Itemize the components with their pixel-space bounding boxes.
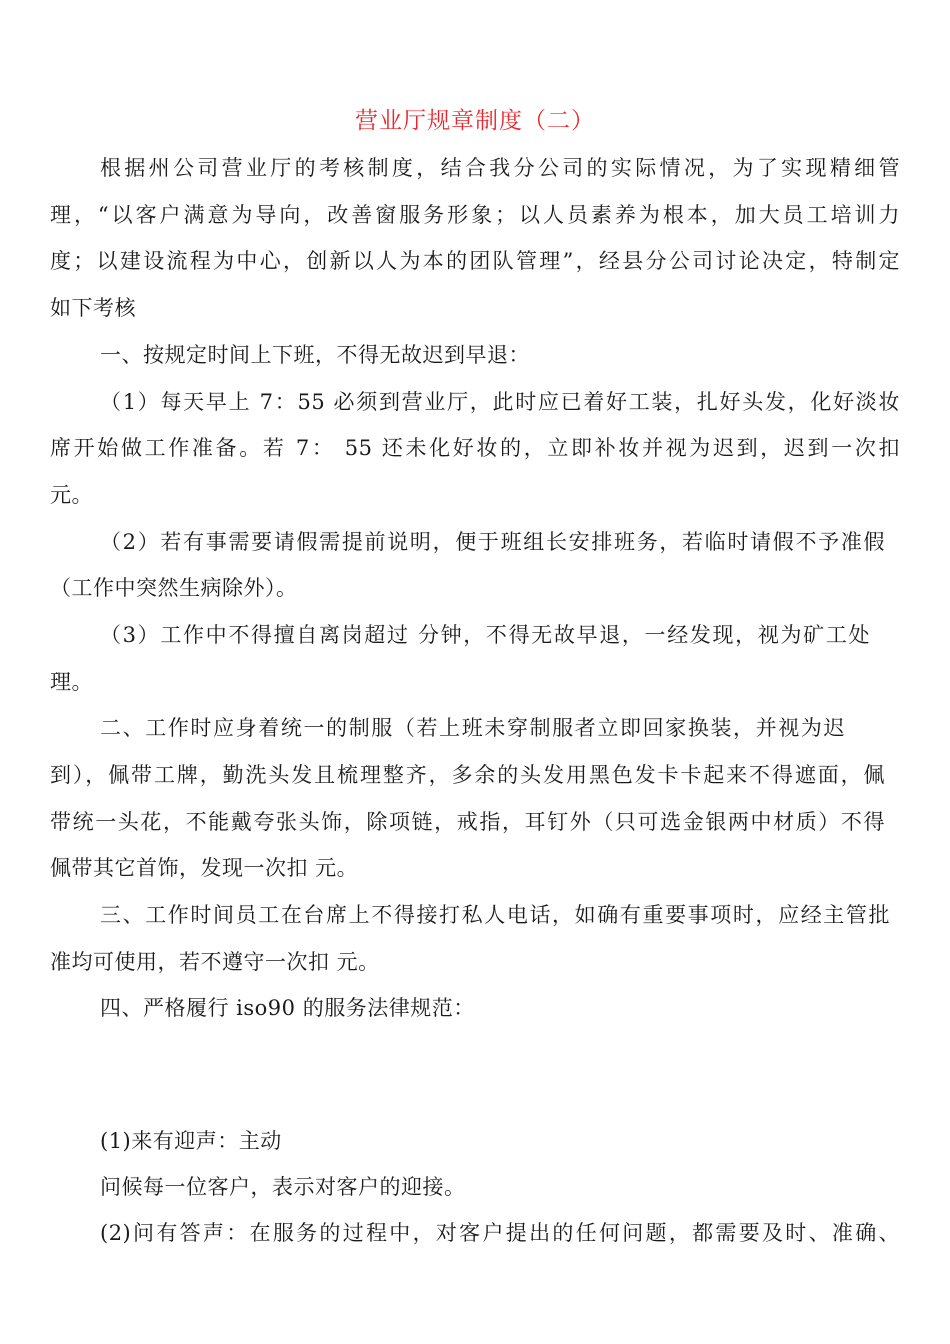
section4-item1-text: 问候每一位客户，表示对客户的迎接。 — [100, 1175, 466, 1199]
section1-item1-line-3: 元。 — [50, 483, 93, 507]
section3-line-2: 准均可使用，若不遵守一次扣 元。 — [50, 950, 380, 974]
section2-line-1: 二、工作时应身着统一的制服（若上班未穿制服者立即回家换装，并视为迟 — [100, 716, 845, 740]
section1-item2-line-2: （工作中突然生病除外）。 — [50, 576, 298, 600]
intro-line-3: 度；以建设流程为中心，创新以人为本的团队管理”，经县分公司讨论决定，特制定 — [50, 249, 900, 273]
intro-line-1: 根据州公司营业厅的考核制度，结合我分公司的实际情况，为了实现精细管 — [100, 156, 900, 180]
intro-line-2: 理，“以客户满意为导向，改善窗服务形象；以人员素养为根本，加大员工培训力 — [50, 203, 900, 227]
section1-item1-line-2: 席开始做工作准备。若 7： 55 还未化好妆的，立即补妆并视为迟到，迟到一次扣 — [50, 436, 900, 460]
section2-line-3: 带统一头花，不能戴夸张头饰，除项链，戒指，耳钉外（只可选金银两中材质）不得 — [50, 810, 885, 834]
section4-item1-label: (1)来有迎声：主动 — [100, 1129, 282, 1153]
section4-heading: 四、严格履行 iso90 的服务法律规范： — [100, 996, 475, 1020]
intro-line-4: 如下考核 — [50, 296, 136, 320]
section2-line-2: 到），佩带工牌，勤洗头发且梳理整齐，多余的头发用黑色发卡卡起来不得遮面，佩 — [50, 763, 885, 787]
section2-line-4: 佩带其它首饰，发现一次扣 元。 — [50, 856, 359, 880]
section4-item2-text: (2)问有答声：在服务的过程中，对客户提出的任何问题，都需要及时、准确、 — [100, 1221, 900, 1245]
section3-line-1: 三、工作时间员工在台席上不得接打私人电话，如确有重要事项时，应经主管批 — [100, 903, 890, 927]
document-title: 营业厅规章制度（二） — [355, 108, 595, 134]
section1-item3-line-2: 理。 — [50, 670, 93, 694]
section1-item3-line-1: （3）工作中不得擅自离岗超过 分钟，不得无故早退，一经发现，视为矿工处 — [100, 623, 870, 647]
section1-heading: 一、按规定时间上下班，不得无故迟到早退： — [100, 343, 530, 367]
section1-item1-line-1: （1）每天早上 7：55 必须到营业厅，此时应已着好工装，扎好头发，化好淡妆 — [100, 390, 900, 414]
section1-item2-line-1: （2）若有事需要请假需提前说明，便于班组长安排班务，若临时请假不予准假 — [100, 530, 885, 554]
